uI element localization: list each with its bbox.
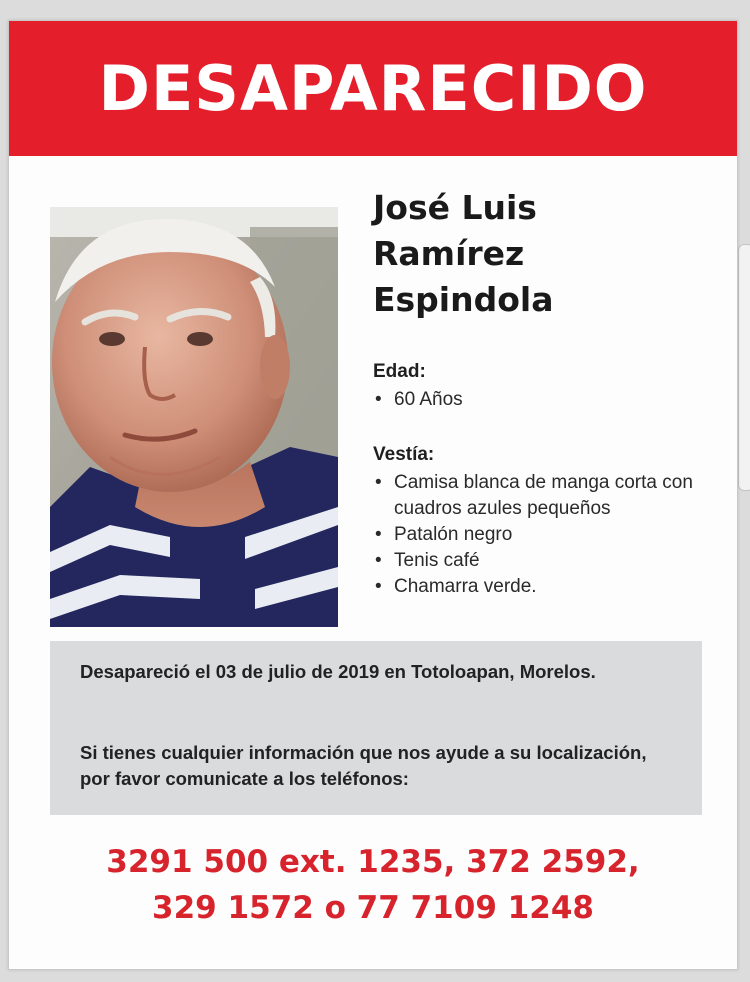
info-box xyxy=(50,641,702,815)
phone-line: 3291 500 ext. 1235, 372 2592, xyxy=(106,844,640,880)
page-scroll-edge xyxy=(738,244,750,491)
poster-title: DESAPARECIDO xyxy=(98,52,648,125)
phone-numbers xyxy=(9,839,737,931)
age-item: • 60 Años xyxy=(373,387,463,413)
portrait-image xyxy=(50,207,338,627)
clothing-label: Vestía: xyxy=(373,444,435,465)
contact-request-text: Si tienes cualquier información que nos ayude a su localización, por favor comunicate a los teléfonos: xyxy=(80,742,647,789)
clothing-item: • Patalón negro xyxy=(373,522,693,548)
age-list xyxy=(373,387,463,413)
clothing-list xyxy=(373,470,693,600)
name-line: José Luis xyxy=(373,188,537,227)
phone-line: 329 1572 o 77 7109 1248 xyxy=(152,890,594,926)
clothing-item: • Tenis café xyxy=(373,548,693,574)
person-photo xyxy=(50,207,338,627)
name-line: Ramírez xyxy=(373,234,525,273)
clothing-item: • Chamarra verde. xyxy=(373,574,693,600)
name-line: Espindola xyxy=(373,280,554,319)
clothing-item: • Camisa blanca de manga corta con cuadros azules pequeños xyxy=(373,470,693,522)
title-banner xyxy=(9,21,737,156)
disappearance-text: Desapareció el 03 de julio de 2019 en Totoloapan, Morelos. xyxy=(80,661,596,682)
missing-person-poster xyxy=(8,20,738,970)
age-label: Edad: xyxy=(373,361,426,382)
person-name xyxy=(373,185,554,323)
